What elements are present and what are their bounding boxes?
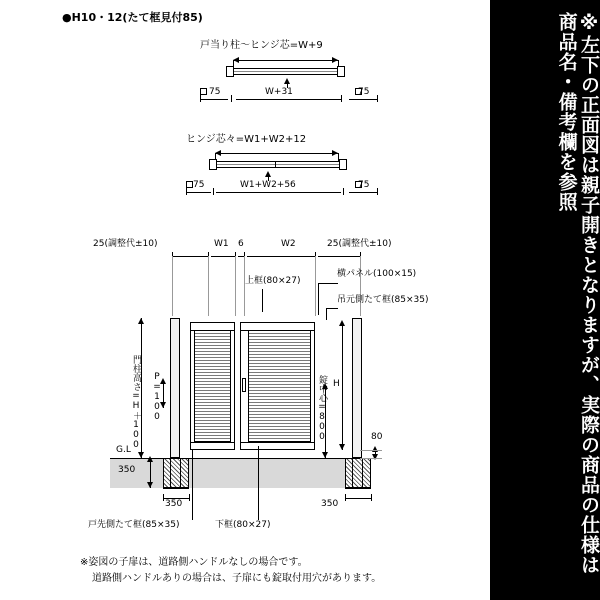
- top-bottom-dim-center: [236, 99, 341, 100]
- gatepost-height-arrow-top: [138, 318, 144, 324]
- mid-plan-split: [275, 161, 276, 168]
- main-leaf-lower-frame: [240, 442, 315, 443]
- mid-plan-bar-centerline: [213, 164, 343, 165]
- gate-post-right: [352, 318, 362, 458]
- callout-lower-frame: 下框(80×27): [215, 520, 271, 530]
- leader-side-panel-h: [318, 283, 338, 284]
- page-title: ●H10・12(たて框見付85): [62, 11, 203, 24]
- bottom80-arrow-bottom: [372, 454, 378, 460]
- leader-side-panel-v: [318, 283, 319, 315]
- burial-arrow-bottom: [147, 482, 153, 488]
- gate-post-left: [170, 318, 180, 458]
- main-ext-b: [208, 256, 209, 316]
- footing-right-value: 350: [321, 499, 339, 509]
- top-dim-right-value: 75: [358, 87, 370, 97]
- lock-center-label: 錠中心=800: [317, 375, 327, 442]
- main-ext-c: [235, 256, 236, 316]
- footing-right-tick-l: [345, 494, 346, 501]
- mid-tick-3: [343, 188, 344, 195]
- callout-upper-frame: 上框(80×27): [245, 276, 301, 286]
- lock-handle: [242, 378, 246, 392]
- main-dimline-w1: [211, 256, 235, 257]
- top-post-left-square: [200, 88, 207, 95]
- mid-tick-4: [377, 188, 378, 195]
- footing-left-bottom: [163, 488, 189, 489]
- top-hinge-right: [337, 66, 345, 77]
- footing-left: [163, 458, 189, 488]
- child-leaf-upper-frame: [190, 330, 235, 331]
- bottom80-arrow-top: [372, 446, 378, 452]
- bottom80-ext-bottom: [360, 458, 382, 459]
- leader-door-end-stile: [192, 450, 193, 520]
- main-dimline-w2: [247, 256, 315, 257]
- main-ext-e: [315, 256, 316, 316]
- h-arrow-top: [339, 320, 345, 326]
- top-bottom-dim-left: [200, 99, 228, 100]
- lock-center-arrow-bottom: [322, 452, 328, 458]
- footing-left-value: 350: [165, 499, 183, 509]
- top-dim-center-value: W+31: [265, 87, 293, 97]
- bottom80-label: 80: [371, 432, 383, 442]
- mid-dim-right-value: 75: [358, 180, 370, 190]
- footing-right: [345, 458, 371, 488]
- leader-lower-frame: [258, 446, 259, 520]
- footer-note-line2: 道路側ハンドルありの場合は、子扉にも錠取付用穴があります。: [92, 573, 382, 584]
- mid-hinge-right: [339, 159, 347, 170]
- post-right-buried-edge-r: [362, 458, 363, 488]
- footing-right-dimline: [345, 498, 371, 499]
- mid-bottom-dim-right: [349, 192, 377, 193]
- h-label: H: [333, 379, 340, 389]
- leader-hinge-v: [326, 308, 327, 320]
- callout-hinge-side-stile: 吊元側たて框(85×35): [337, 295, 429, 305]
- gatepost-height-arrow-bottom: [138, 452, 144, 458]
- mid-post-left-square: [186, 181, 193, 188]
- top-bottom-dim-right: [349, 99, 377, 100]
- burial-label: 350: [118, 465, 136, 475]
- footing-left-tick-r: [189, 494, 190, 501]
- callout-door-end-stile: 戸先側たて框(85×35): [88, 520, 180, 530]
- top-tick-4: [377, 95, 378, 102]
- mid-dim-line: [215, 153, 338, 154]
- burial-arrow-top: [147, 456, 153, 462]
- main-dim-w2: W2: [281, 239, 296, 249]
- ground-label: G.L: [116, 445, 131, 455]
- footing-right-bottom: [345, 488, 371, 489]
- top-plan-bar-centerline: [231, 71, 341, 72]
- top-hinge-left: [226, 66, 234, 77]
- callout-side-panel: 横パネル(100×15): [337, 269, 417, 279]
- main-dim-w1: W1: [214, 239, 229, 249]
- top-diagram-label: 戸当り柱～ヒンジ芯=W+9: [200, 40, 323, 51]
- footing-right-tick-r: [371, 494, 372, 501]
- main-dim-gap: 6: [238, 239, 244, 249]
- mid-tick-2: [213, 188, 214, 195]
- main-dimline-leftadj: [172, 256, 208, 257]
- bottom80-ext-top: [360, 450, 382, 451]
- mid-dim-center-value: W1+W2+56: [240, 180, 296, 190]
- h-dimline: [342, 322, 343, 450]
- top-tick-3: [341, 95, 342, 102]
- mid-bottom-dim-left: [186, 192, 211, 193]
- main-ext-a: [172, 256, 173, 316]
- main-leaf-upper-frame: [240, 330, 315, 331]
- post-left-buried-edge-r: [180, 458, 181, 488]
- top-tick-2: [231, 95, 232, 102]
- footing-left-tick-l: [163, 494, 164, 501]
- leader-hinge-h: [326, 308, 338, 309]
- main-dimline-rightadj: [318, 256, 360, 257]
- main-ext-f: [360, 256, 361, 316]
- p-dim-label: P=100: [152, 372, 162, 422]
- main-dim-right-adjust: 25(調整代±10): [327, 239, 392, 249]
- post-right-buried-edge-l: [352, 458, 353, 488]
- h-arrow-bottom: [339, 444, 345, 450]
- right-notice-band: [490, 0, 600, 600]
- mid-diagram-label: ヒンジ芯々=W1+W2+12: [186, 134, 307, 145]
- top-dim-line: [233, 60, 338, 61]
- top-dim-left-value: 75: [209, 87, 221, 97]
- right-notice-text: ※左下の正面図は親子開きとなりますが、実際の商品の仕様は商品名・備考欄を参照: [555, 12, 600, 575]
- mid-hinge-left: [209, 159, 217, 170]
- child-leaf-lower-frame: [190, 442, 235, 443]
- top-tick-1: [200, 95, 201, 102]
- leader-upper-frame: [262, 289, 263, 311]
- child-leaf-panel: [194, 330, 231, 442]
- main-dim-left-adjust: 25(調整代±10): [93, 239, 158, 249]
- mid-bottom-dim-center: [216, 192, 341, 193]
- footer-note-line1: ※姿図の子扉は、道路側ハンドルなしの場合です。: [80, 557, 308, 568]
- main-leaf-panel: [248, 330, 311, 442]
- mid-dim-left-value: 75: [193, 180, 205, 190]
- post-left-buried-edge-l: [170, 458, 171, 488]
- mid-tick-1: [186, 188, 187, 195]
- gatepost-height-label: 門柱高さ=H＋100: [131, 355, 141, 450]
